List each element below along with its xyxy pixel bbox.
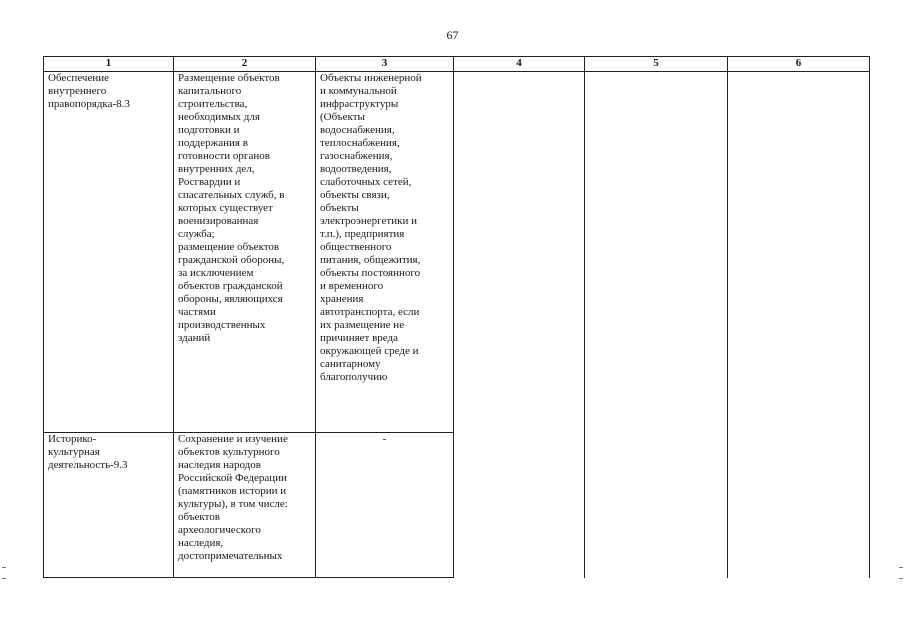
column-header-1: 1: [44, 57, 174, 72]
table-header-row: [44, 57, 870, 72]
column-header-6: 6: [728, 57, 870, 72]
scan-edge-mark: [2, 567, 6, 579]
table-cell-use-type: [44, 72, 174, 433]
column-header-3: 3: [316, 57, 454, 72]
use-type-text: Обеспечение внутреннего правопорядка-8.3: [48, 72, 130, 110]
table-cell-col6: [728, 72, 870, 578]
column-header-4: 4: [454, 57, 585, 72]
description-text: Сохранение и изучение объектов культурного наследия народов Российской Федерации (памятников истории и культуры), в том числе: объектов археологического наследия, достопримечательных: [178, 433, 288, 562]
description-text: Размещение объектов капитального строительства, необходимых для подготовки и поддержания в готовности органов внутренних дел, Росгвардии и спасательных служб, в которых существует военизированная служба; размещение объектов гражданской обороны, за исключением объектов гражданской обороны, являющихся частями производственных зданий: [178, 72, 285, 344]
table-cell-col5: [585, 72, 728, 578]
column-header-2: 2: [174, 57, 316, 72]
table-cell-use-type: [44, 433, 174, 578]
auxiliary-uses-text: Объекты инженерной и коммунальной инфраструктуры (Объекты водоснабжения, теплоснабжения, газоснабжения, водоотведения, слаботочных сетей, объекты связи, объекты электроэнергетики и т.п.), предприятия общественного питания, общежития, объекты постоянного и временного хранения автотранспорта, если их размещение не причиняет вреда окружающей среде и санитарному благополучию: [320, 72, 422, 383]
table-cell-description: [174, 433, 316, 578]
table-cell-col4: [454, 72, 585, 578]
page-number: 67: [446, 28, 459, 42]
auxiliary-uses-text: -: [382, 433, 387, 445]
table-row: [44, 72, 870, 433]
scan-edge-mark: [899, 567, 903, 579]
table-cell-description: [174, 72, 316, 433]
land-use-table: [43, 56, 870, 578]
use-type-text: Историко- культурная деятельность-9.3: [48, 433, 128, 471]
table-cell-auxiliary-uses: [316, 72, 454, 433]
table-cell-auxiliary-uses: [316, 433, 454, 578]
column-header-5: 5: [585, 57, 728, 72]
